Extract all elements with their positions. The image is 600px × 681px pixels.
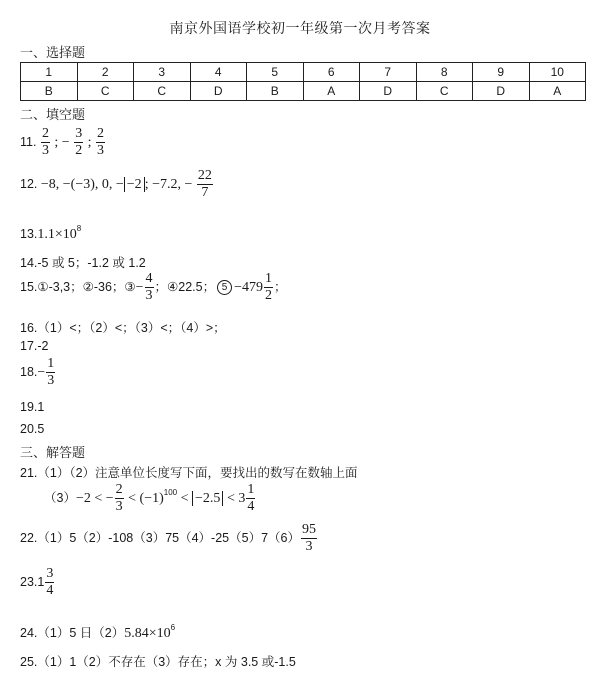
answer-table-numbers-row bbox=[21, 63, 586, 82]
answer-q21-line2: （3）−2 < − $\frac{2}{3}$ < $(-1)^{100} < -2.5 < 3$ $\frac{1}{4}$ bbox=[44, 482, 255, 514]
answer-table-answers-row bbox=[21, 82, 586, 101]
absolute-value: −2.5 bbox=[192, 491, 223, 506]
table-cell: 2 bbox=[77, 63, 134, 82]
table-cell: D bbox=[473, 82, 530, 101]
table-cell: C bbox=[77, 82, 134, 101]
answer-q20: 20.5 bbox=[20, 422, 45, 436]
table-cell: D bbox=[190, 82, 247, 101]
answer-q18: 18.− $\frac{1}{3}$ bbox=[20, 356, 55, 388]
answer-q16: 16.（1）<；（2）<；（3）<；（4）>； bbox=[20, 321, 226, 335]
answer-q12: 12. −8, −(−3), 0, − −2 ; −7.2, − $\frac{22}{7}$ bbox=[20, 168, 212, 200]
answer-q15: 15.①-3,3；②-36；③− $\frac{4}{3}$ ；④22.5； 5 −479 $\frac{1}{2}$ ； bbox=[20, 271, 287, 303]
table-cell: 5 bbox=[247, 63, 304, 82]
section-fill-heading: 二、填空题 bbox=[20, 107, 86, 122]
table-cell: 10 bbox=[529, 63, 586, 82]
table-cell: 1 bbox=[21, 63, 78, 82]
answer-q22: 22.（1）5（2）-108（3）75（4）-25（5）7（6） $\frac{95}{3}$ bbox=[20, 522, 316, 554]
table-cell: C bbox=[134, 82, 191, 101]
circled-five: 5 bbox=[217, 280, 232, 295]
table-cell: B bbox=[247, 82, 304, 101]
answer-q17: 17.-2 bbox=[20, 339, 49, 353]
fraction: $\frac{2}{3}$ bbox=[97, 126, 105, 158]
answer-q14: 14.-5 或 5；-1.2 或 1.2 bbox=[20, 256, 146, 270]
q11-label: 11. bbox=[20, 134, 37, 149]
table-cell: A bbox=[529, 82, 586, 101]
page-title: 南京外国语学校初一年级第一次月考答案 bbox=[169, 22, 431, 37]
table-cell: C bbox=[416, 82, 473, 101]
table-cell: 9 bbox=[473, 63, 530, 82]
section-choice-heading: 一、选择题 bbox=[20, 45, 86, 60]
fraction: $\frac{1}{2}$ bbox=[264, 271, 272, 303]
fraction: $\frac{3}{2}$ bbox=[75, 126, 83, 158]
table-cell: D bbox=[360, 82, 417, 101]
table-cell: 3 bbox=[134, 63, 191, 82]
table-cell: 4 bbox=[190, 63, 247, 82]
table-cell: 7 bbox=[360, 63, 417, 82]
answer-q13: $13.1.1\times 10^8$ bbox=[20, 224, 82, 242]
fraction: $\frac{95}{3}$ bbox=[301, 522, 316, 554]
fraction: $\frac{2}{3}$ bbox=[115, 482, 123, 514]
answer-q24: 24.（1）5 日$(2)5.84\times 10^6$ bbox=[20, 623, 176, 641]
answer-q11: 11. $\frac{2}{3}$ ; − $\frac{3}{2}$ ; $\frac{2}{3}$ bbox=[20, 126, 105, 158]
fraction: $\frac{2}{3}$ bbox=[41, 126, 49, 158]
fraction: $\frac{1}{3}$ bbox=[47, 356, 55, 388]
table-cell: 6 bbox=[303, 63, 360, 82]
absolute-value: −2 bbox=[124, 177, 145, 192]
table-cell: A bbox=[303, 82, 360, 101]
fraction: $\frac{22}{7}$ bbox=[197, 168, 212, 200]
table-cell: 8 bbox=[416, 63, 473, 82]
answer-table bbox=[20, 62, 586, 101]
answer-q23: 23.1 $\frac{3}{4}$ bbox=[20, 566, 54, 598]
answer-q19: 19.1 bbox=[20, 400, 45, 414]
fraction: $\frac{4}{3}$ bbox=[145, 271, 153, 303]
section-answer-heading: 三、解答题 bbox=[20, 445, 86, 460]
answer-q21-line1: 21.（1）（2）注意单位长度写下面，要找出的数写在数轴上面 bbox=[20, 466, 358, 480]
answer-q25: 25.（1）1（2）不存在（3）存在；x 为 3.5 或-1.5 bbox=[20, 655, 296, 669]
fraction: $\frac{1}{4}$ bbox=[247, 482, 255, 514]
fraction: $\frac{3}{4}$ bbox=[46, 566, 54, 598]
table-cell: B bbox=[21, 82, 78, 101]
